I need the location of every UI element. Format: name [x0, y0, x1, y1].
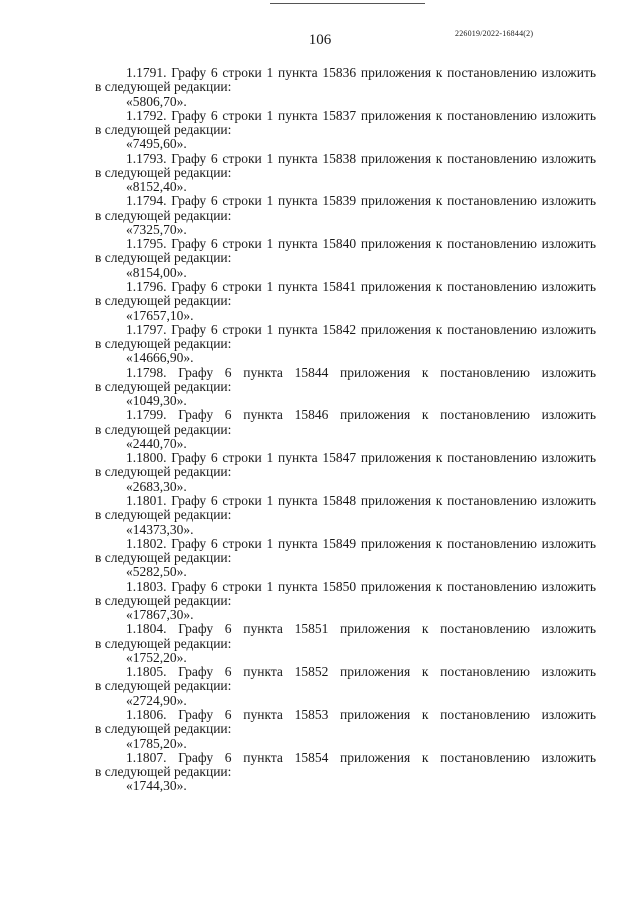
top-rule: [270, 3, 425, 4]
amendment-value: «8152,40».: [126, 179, 187, 195]
amendment-continuation: в следующей редакции:: [95, 421, 232, 437]
amendment-text: 1.1800. Графу 6 строки 1 пункта 15847 приложения к постановлению изложить: [126, 450, 596, 466]
amendment-value: «1744,30».: [126, 778, 187, 794]
amendment-text: 1.1804. Графу 6 пункта 15851 приложения к постановлению изложить: [126, 621, 596, 637]
amendment-value: «17657,10».: [126, 307, 194, 323]
amendment-continuation: в следующей редакции:: [95, 336, 232, 352]
amendment-item: [95, 408, 596, 451]
amendment-value: «5282,50».: [126, 564, 187, 580]
amendment-item: [95, 580, 596, 623]
amendment-text: 1.1806. Графу 6 пункта 15853 приложения к постановлению изложить: [126, 706, 596, 722]
amendment-continuation: в следующей редакции:: [95, 378, 232, 394]
amendment-text: 1.1802. Графу 6 строки 1 пункта 15849 приложения к постановлению изложить: [126, 535, 596, 551]
amendment-value: «2440,70».: [126, 435, 187, 451]
amendment-item: [95, 323, 596, 366]
amendment-continuation: в следующей редакции:: [95, 507, 232, 523]
amendment-text: 1.1805. Графу 6 пункта 15852 приложения к постановлению изложить: [126, 664, 596, 680]
amendment-item: [95, 237, 596, 280]
amendment-item: [95, 152, 596, 195]
amendment-value: «2724,90».: [126, 692, 187, 708]
amendment-text: 1.1793. Графу 6 строки 1 пункта 15838 приложения к постановлению изложить: [126, 150, 596, 166]
amendment-continuation: в следующей редакции:: [95, 79, 232, 95]
amendment-text: 1.1807. Графу 6 пункта 15854 приложения к постановлению изложить: [126, 749, 596, 765]
amendment-text: 1.1801. Графу 6 строки 1 пункта 15848 приложения к постановлению изложить: [126, 492, 596, 508]
amendment-item: [95, 194, 596, 237]
amendment-continuation: в следующей редакции:: [95, 293, 232, 309]
amendment-item: [95, 537, 596, 580]
amendment-item: [95, 751, 596, 794]
amendment-value: «14373,30».: [126, 521, 194, 537]
amendment-item: [95, 451, 596, 494]
amendment-continuation: в следующей редакции:: [95, 250, 232, 266]
amendment-text: 1.1803. Графу 6 строки 1 пункта 15850 приложения к постановлению изложить: [126, 578, 596, 594]
amendment-continuation: в следующей редакции:: [95, 635, 232, 651]
amendment-continuation: в следующей редакции:: [95, 122, 232, 138]
amendment-text: 1.1797. Графу 6 строки 1 пункта 15842 приложения к постановлению изложить: [126, 321, 596, 337]
amendment-value: «7495,60».: [126, 136, 187, 152]
document-id: 226019/2022-16844(2): [455, 29, 534, 38]
amendment-value: «14666,90».: [126, 350, 194, 366]
amendment-continuation: в следующей редакции:: [95, 550, 232, 566]
amendment-value: «7325,70».: [126, 221, 187, 237]
amendment-item: [95, 109, 596, 152]
amendment-continuation: в следующей редакции:: [95, 764, 232, 780]
amendment-text: 1.1791. Графу 6 строки 1 пункта 15836 приложения к постановлению изложить: [126, 65, 596, 80]
amendment-text: 1.1792. Графу 6 строки 1 пункта 15837 приложения к постановлению изложить: [126, 107, 596, 123]
amendment-item: [95, 708, 596, 751]
amendment-continuation: в следующей редакции:: [95, 164, 232, 180]
amendment-text: 1.1796. Графу 6 строки 1 пункта 15841 приложения к постановлению изложить: [126, 278, 596, 294]
document-body: [95, 66, 596, 794]
amendment-continuation: в следующей редакции:: [95, 207, 232, 223]
amendment-text: 1.1794. Графу 6 строки 1 пункта 15839 приложения к постановлению изложить: [126, 193, 596, 209]
amendment-value: «5806,70».: [126, 93, 187, 109]
amendment-value: «17867,30».: [126, 607, 194, 623]
amendment-continuation: в следующей редакции:: [95, 678, 232, 694]
amendment-item: [95, 366, 596, 409]
amendment-item: [95, 66, 596, 109]
amendment-value: «1049,30».: [126, 393, 187, 409]
amendment-item: [95, 665, 596, 708]
amendment-value: «2683,30».: [126, 478, 187, 494]
amendment-item: [95, 494, 596, 537]
amendment-value: «1785,20».: [126, 735, 187, 751]
amendment-value: «8154,00».: [126, 264, 187, 280]
amendment-text: 1.1799. Графу 6 пункта 15846 приложения к постановлению изложить: [126, 407, 596, 423]
amendment-continuation: в следующей редакции:: [95, 592, 232, 608]
amendment-value: «1752,20».: [126, 649, 187, 665]
amendment-text: 1.1798. Графу 6 пункта 15844 приложения к постановлению изложить: [126, 364, 596, 380]
amendment-text: 1.1795. Графу 6 строки 1 пункта 15840 приложения к постановлению изложить: [126, 236, 596, 252]
amendment-continuation: в следующей редакции:: [95, 464, 232, 480]
amendment-item: [95, 622, 596, 665]
page-number: 106: [308, 32, 332, 48]
amendment-item: [95, 280, 596, 323]
amendment-continuation: в следующей редакции:: [95, 721, 232, 737]
